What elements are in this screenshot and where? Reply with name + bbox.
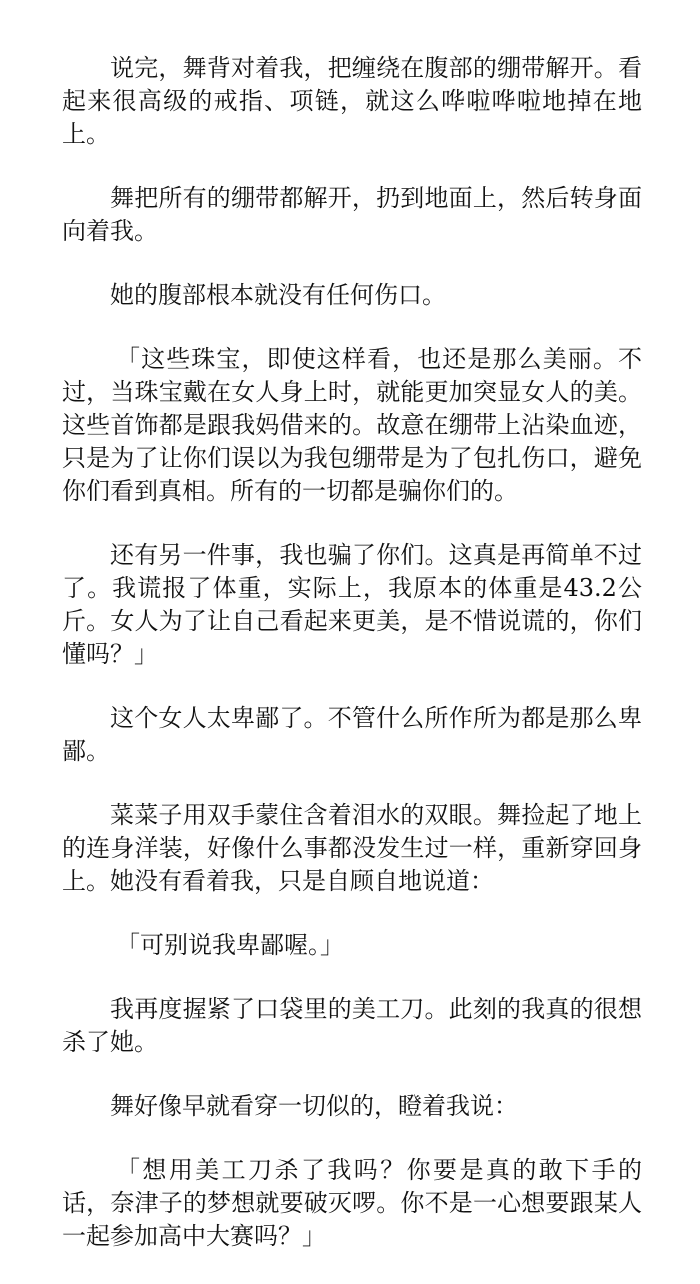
dialogue-paragraph: 「这些珠宝，即使这样看，也还是那么美丽。不过，当珠宝戴在女人身上时，就能更加突显女人的美。这些首饰都是跟我妈借来的。故意在绷带上沾染血迹，只是为了让你们误以为我包绷带是为了包扎伤口，避免你们看到真相。所有的一切都是骗你们的。 (62, 345, 642, 505)
dialogue-paragraph: 「可别说我卑鄙喔。」 (116, 931, 344, 959)
paragraph: 还有另一件事，我也骗了你们。这真是再简单不过了。我谎报了体重，实际上，我原本的体重是43.2公斤。女人为了让自己看起来更美，是不惜说谎的，你们懂吗？」 (62, 541, 642, 668)
paragraph: 我再度握紧了口袋里的美工刀。此刻的我真的很想杀了她。 (62, 995, 642, 1056)
document-page (62, 52, 642, 1284)
paragraph: 她的腹部根本就没有任何伤口。 (110, 281, 446, 309)
paragraph: 这个女人太卑鄙了。不管什么所作所为都是那么卑鄙。 (62, 704, 642, 765)
paragraph: 舞好像早就看穿一切似的，瞪着我说： (110, 1092, 518, 1120)
paragraph: 菜菜子用双手蒙住含着泪水的双眼。舞捡起了地上的连身洋装，好像什么事都没发生过一样，重新穿回身上。她没有看着我，只是自顾自地说道： (62, 801, 642, 895)
dialogue-paragraph: 「想用美工刀杀了我吗？你要是真的敢下手的话，奈津子的梦想就要破灭啰。你不是一心想要跟某人一起参加高中大赛吗？」 (62, 1156, 642, 1250)
paragraph: 舞把所有的绷带都解开，扔到地面上，然后转身面向着我。 (62, 184, 642, 245)
paragraph: 说完，舞背对着我，把缠绕在腹部的绷带解开。看起来很高级的戒指、项链，就这么哗啦哗啦地掉在地上。 (62, 54, 642, 148)
